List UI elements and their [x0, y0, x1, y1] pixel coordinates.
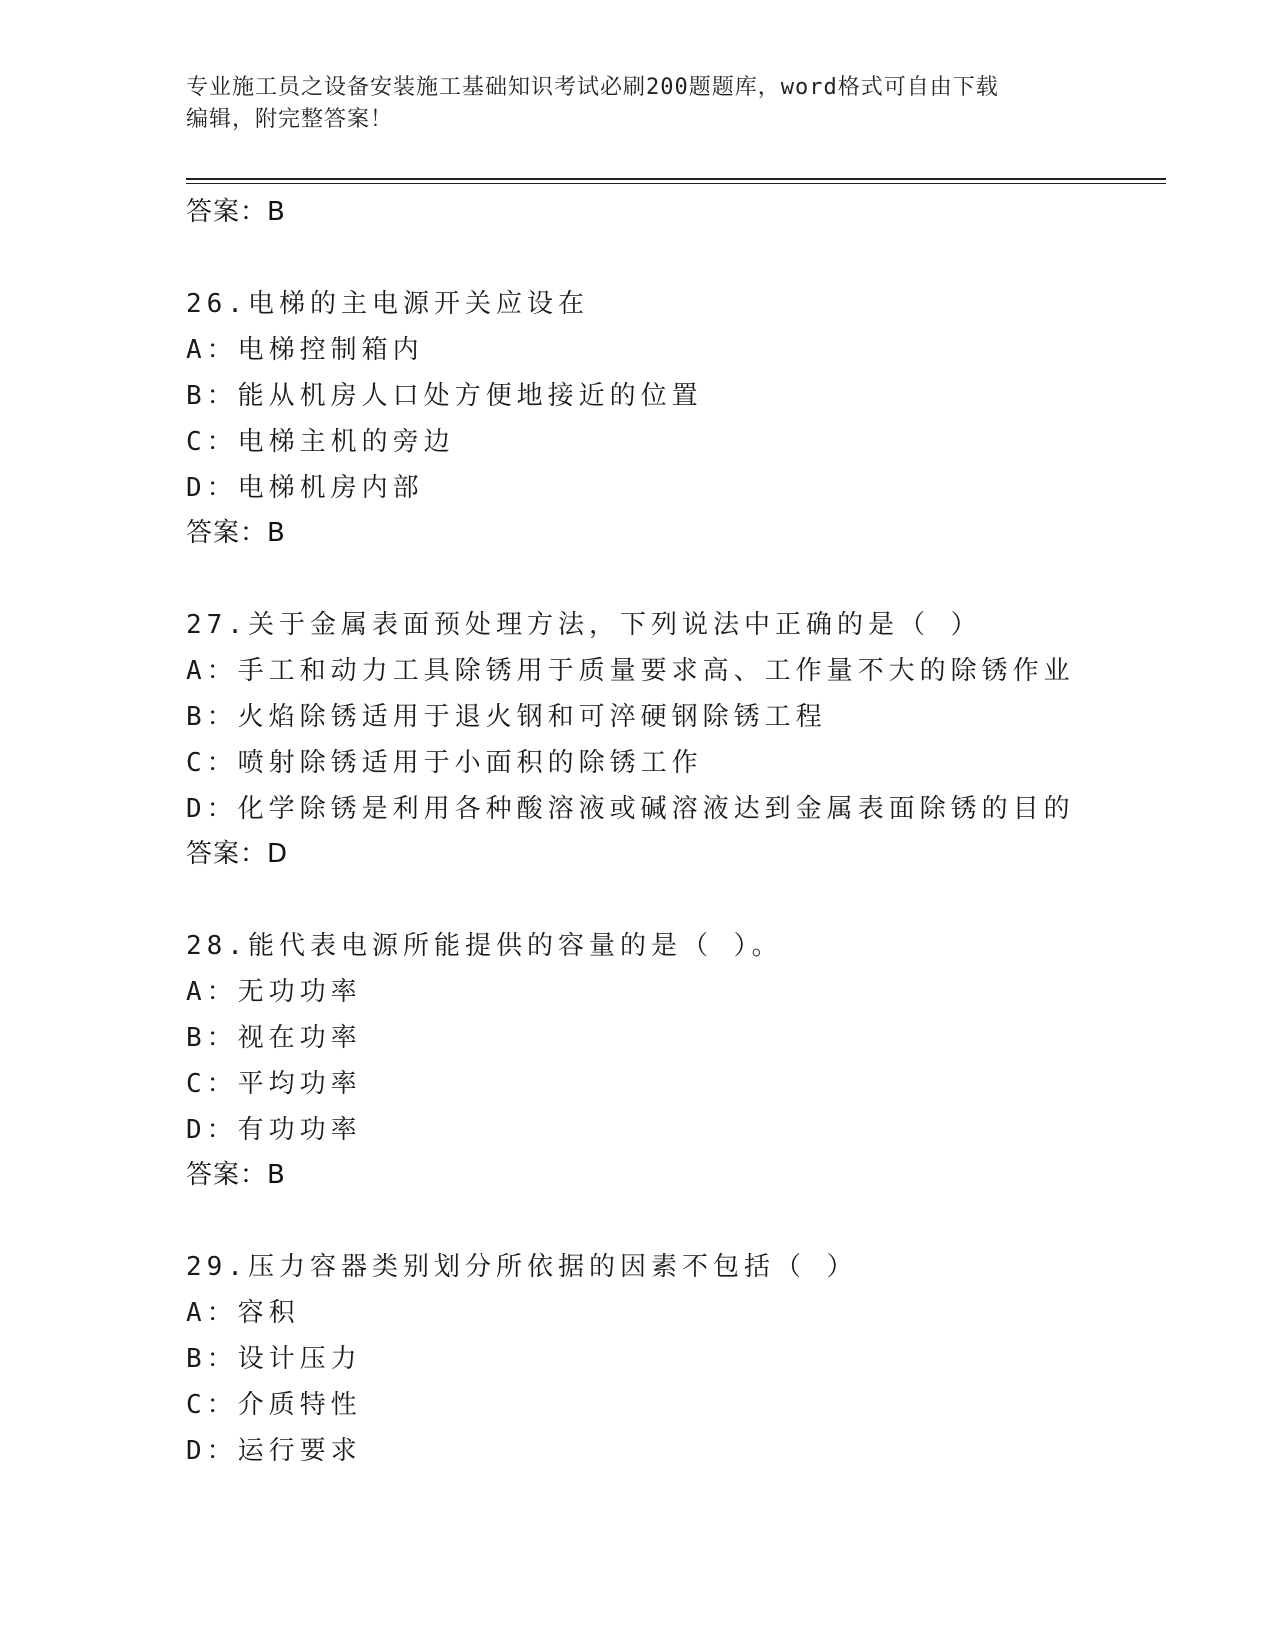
header-rule-thin: [186, 183, 1166, 184]
header-line-1: 专业施工员之设备安装施工基础知识考试必刷200题题库，word格式可自由下载: [186, 75, 999, 100]
option-b: B：设计压力: [186, 1344, 362, 1374]
option-a: A：容积: [186, 1298, 300, 1328]
answer-line: 答案：B: [186, 1160, 286, 1190]
answer-line: 答案：D: [186, 839, 289, 869]
option-d: D：化学除锈是利用各种酸溶液或碱溶液达到金属表面除锈的目的: [186, 794, 1075, 824]
answer-line: 答案：B: [186, 197, 286, 227]
question-29: [186, 1244, 1166, 1474]
option-b: B：火焰除锈适用于退火钢和可淬硬钢除锈工程: [186, 702, 827, 732]
page-header: [186, 72, 1086, 136]
document-page: [186, 0, 1166, 1650]
question-stem: 28.能代表电源所能提供的容量的是（ ）。: [186, 931, 783, 961]
spacer: [186, 235, 1166, 281]
header-line-2: 编辑，附完整答案！: [186, 107, 394, 132]
option-d: D：运行要求: [186, 1436, 362, 1466]
spacer: [186, 556, 1166, 602]
option-c: C：介质特性: [186, 1390, 362, 1420]
option-c: C：电梯主机的旁边: [186, 427, 455, 457]
spacer: [186, 877, 1166, 923]
option-c: C：平均功率: [186, 1069, 362, 1099]
header-rule: [186, 178, 1166, 180]
option-a: A：无功功率: [186, 977, 362, 1007]
option-a: A：手工和动力工具除锈用于质量要求高、工作量不大的除锈作业: [186, 656, 1075, 686]
question-28: [186, 923, 1166, 1198]
option-c: C：喷射除锈适用于小面积的除锈工作: [186, 748, 703, 778]
question-stem: 26.电梯的主电源开关应设在: [186, 289, 589, 319]
option-d: D：有功功率: [186, 1115, 362, 1145]
option-d: D：电梯机房内部: [186, 473, 424, 503]
option-b: B：能从机房人口处方便地接近的位置: [186, 381, 703, 411]
question-list: [186, 190, 1166, 1474]
spacer: [186, 1198, 1166, 1244]
answer-line: 答案：B: [186, 518, 286, 548]
question-27: [186, 602, 1166, 877]
question-stem: 27.关于金属表面预处理方法，下列说法中正确的是（ ）: [186, 610, 982, 640]
option-b: B：视在功率: [186, 1023, 362, 1053]
question-26: [186, 281, 1166, 556]
question-stem: 29.压力容器类别划分所依据的因素不包括（ ）: [186, 1252, 858, 1282]
option-a: A：电梯控制箱内: [186, 335, 424, 365]
